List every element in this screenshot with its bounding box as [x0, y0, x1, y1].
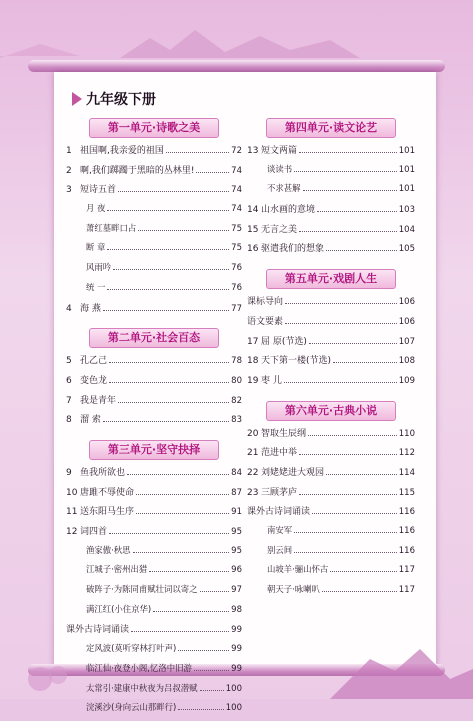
- entry-title: 不求甚解: [267, 183, 301, 194]
- entry-number: 1: [66, 146, 72, 156]
- entry-number: 22: [247, 467, 259, 478]
- leader-dots: [294, 552, 397, 553]
- entry-number: 8: [66, 415, 72, 426]
- leader-dots: [294, 532, 397, 533]
- section-gap: [247, 261, 415, 269]
- toc-entry[interactable]: [247, 353, 415, 373]
- entry-page: 101: [398, 164, 415, 175]
- entry-title: 渔家傲·秋思: [86, 544, 131, 555]
- toc-entry[interactable]: [66, 163, 242, 183]
- entry-page: 98: [231, 604, 242, 615]
- leader-dots: [309, 343, 397, 344]
- entry-number: 7: [66, 395, 72, 406]
- entry-title: 鱼我所欲也: [80, 467, 126, 478]
- toc-entry[interactable]: [247, 445, 415, 465]
- toc-entry[interactable]: [247, 465, 415, 485]
- toc-entry[interactable]: [247, 485, 415, 505]
- entry-page: 82: [231, 395, 242, 406]
- entry-page: 75: [231, 243, 242, 254]
- leader-dots: [285, 323, 397, 324]
- entry-number: 14: [247, 205, 259, 216]
- entry-title: 唐雎不辱使命: [80, 487, 135, 498]
- entry-page: 116: [398, 526, 415, 536]
- left-toc-column: [66, 118, 242, 721]
- entry-page: 99: [231, 644, 242, 655]
- toc-entry[interactable]: [66, 222, 242, 242]
- leader-dots: [178, 709, 223, 710]
- leader-dots: [166, 152, 229, 153]
- entry-title: 课外古诗词诵读: [247, 507, 311, 518]
- entry-title: 词四首: [80, 527, 108, 537]
- toc-entry[interactable]: [247, 241, 415, 261]
- entry-number: 2: [66, 165, 72, 176]
- entry-title: 驱遣我们的想象: [261, 244, 325, 255]
- section-gap: [66, 432, 242, 440]
- entry-number: 21: [247, 448, 259, 459]
- entry-title: 祖国啊,我亲爱的祖国: [80, 146, 164, 156]
- arrow-icon: [72, 92, 82, 106]
- leader-dots: [133, 552, 230, 553]
- entry-number: 23: [247, 487, 259, 498]
- leader-dots: [333, 362, 397, 363]
- toc-entry[interactable]: [66, 202, 242, 222]
- leader-dots: [107, 289, 229, 290]
- toc-entry[interactable]: [66, 485, 242, 505]
- entry-title: 刘姥姥进大观园: [261, 467, 325, 478]
- leader-dots: [194, 670, 229, 671]
- entry-number: 12: [66, 527, 78, 537]
- leader-dots: [113, 269, 229, 270]
- entry-title: 定风波(莫听穿林打叶声): [86, 643, 177, 654]
- entry-page: 106: [398, 297, 415, 308]
- entry-title: 萧红墓畔口占: [86, 222, 137, 233]
- leader-dots: [200, 591, 230, 592]
- entry-page: 101: [398, 146, 415, 156]
- entry-page: 91: [231, 507, 242, 518]
- entry-title: 山坡羊·骊山怀古: [267, 564, 329, 575]
- entry-page: 97: [231, 585, 242, 596]
- entry-title: 月 夜: [86, 203, 106, 214]
- entry-page: 116: [398, 507, 415, 518]
- entry-number: 10: [66, 487, 78, 498]
- unit-heading: 第四单元·读文论艺: [266, 118, 396, 138]
- entry-page: 108: [398, 356, 415, 367]
- entry-page: 110: [398, 428, 415, 439]
- toc-entry[interactable]: [66, 524, 242, 544]
- title-row: [72, 89, 156, 109]
- entry-page: 77: [231, 303, 242, 314]
- toc-entry[interactable]: [66, 544, 242, 564]
- unit-heading: 第二单元·社会百态: [89, 328, 219, 348]
- entry-title: 天下第一楼(节选): [261, 356, 332, 367]
- toc-entry[interactable]: [66, 143, 242, 163]
- entry-title: 风雨吟: [86, 262, 112, 273]
- right-toc-column: [247, 118, 415, 603]
- leader-dots: [299, 494, 397, 495]
- leader-dots: [118, 191, 229, 192]
- entry-number: 16: [247, 244, 259, 255]
- entry-page: 83: [231, 415, 242, 426]
- toc-entry[interactable]: [247, 143, 415, 163]
- toc-entry[interactable]: [247, 426, 415, 446]
- entry-page: 101: [398, 184, 415, 195]
- leader-dots: [200, 690, 224, 691]
- toc-entry[interactable]: [66, 412, 242, 432]
- entry-title: 溜 索: [80, 415, 101, 426]
- entry-number: 3: [66, 185, 72, 196]
- entry-title: 课外古诗词诵读: [66, 625, 130, 636]
- toc-entry[interactable]: [66, 373, 242, 393]
- entry-title: 短诗五首: [80, 185, 117, 196]
- section-gap: [247, 393, 415, 401]
- leader-dots: [109, 382, 229, 383]
- unit-heading: 第三单元·坚守抉择: [89, 440, 219, 460]
- entry-number: 20: [247, 428, 259, 439]
- toc-entry[interactable]: [247, 563, 415, 583]
- leader-dots: [299, 454, 397, 455]
- entry-title: 啊,我们踯躅于黑暗的丛林里!: [80, 165, 195, 176]
- entry-title: 枣 儿: [261, 375, 282, 386]
- entry-page: 78: [231, 356, 242, 367]
- entry-page: 74: [231, 185, 242, 196]
- leader-dots: [284, 382, 397, 383]
- toc-entry[interactable]: [66, 182, 242, 202]
- entry-title: 无言之美: [261, 224, 298, 235]
- entry-page: 99: [231, 625, 242, 636]
- leader-dots: [107, 249, 229, 250]
- entry-title: 断 章: [86, 242, 106, 253]
- toc-entry[interactable]: [66, 603, 242, 623]
- entry-number: 13: [247, 146, 259, 156]
- entry-number: 9: [66, 467, 72, 478]
- entry-number: 4: [66, 303, 72, 314]
- toc-entry[interactable]: [66, 701, 242, 721]
- entry-title: 课标导向: [247, 297, 284, 308]
- entry-title: 统 一: [86, 281, 106, 292]
- top-scroll-rod: [28, 60, 445, 72]
- entry-title: 送东阳马生序: [80, 507, 135, 518]
- entry-page: 107: [398, 336, 415, 347]
- toc-entry[interactable]: [247, 314, 415, 334]
- toc-entry[interactable]: [247, 504, 415, 524]
- entry-page: 96: [231, 565, 242, 576]
- entry-title: 破阵子·为陈同甫赋壮词以寄之: [86, 584, 198, 595]
- page-title: 九年级下册: [86, 92, 156, 108]
- unit-heading: 第五单元·戏剧人生: [266, 269, 396, 289]
- entry-page: 99: [231, 663, 242, 674]
- toc-entry[interactable]: [247, 524, 415, 544]
- leader-dots: [109, 533, 229, 534]
- entry-page: 75: [231, 223, 242, 234]
- entry-title: 满江红(小住京华): [86, 603, 152, 614]
- entry-page: 74: [231, 204, 242, 215]
- entry-number: 18: [247, 356, 259, 367]
- leader-dots: [153, 611, 229, 612]
- toc-entry[interactable]: [66, 353, 242, 373]
- leader-dots: [118, 402, 229, 403]
- leader-dots: [178, 650, 229, 651]
- toc-entry[interactable]: [66, 281, 242, 301]
- entry-title: 别云间: [267, 544, 293, 555]
- entry-page: 104: [398, 224, 415, 235]
- entry-page: 116: [398, 545, 415, 556]
- toc-entry[interactable]: [247, 163, 415, 183]
- leader-dots: [326, 474, 397, 475]
- entry-title: 山水画的意境: [261, 205, 316, 216]
- leader-dots: [107, 210, 229, 211]
- entry-page: 115: [398, 487, 415, 498]
- entry-title: 孔乙己: [80, 356, 108, 367]
- unit-heading: 第一单元·诗歌之美: [89, 118, 219, 138]
- toc-entry[interactable]: [66, 563, 242, 583]
- entry-page: 76: [231, 282, 242, 293]
- toc-entry[interactable]: [247, 222, 415, 242]
- toc-entry[interactable]: [247, 294, 415, 314]
- leader-dots: [109, 362, 229, 363]
- leader-dots: [326, 250, 397, 251]
- leader-dots: [136, 513, 229, 514]
- entry-number: 17: [247, 336, 259, 347]
- entry-title: 短文两篇: [261, 146, 298, 156]
- entry-title: 智取生辰纲: [261, 428, 307, 439]
- entry-title: 朝天子·咏喇叭: [267, 584, 320, 595]
- leader-dots: [103, 310, 229, 311]
- entry-number: 15: [247, 224, 259, 235]
- entry-title: 三顾茅庐: [261, 487, 298, 498]
- leader-dots: [127, 474, 229, 475]
- leader-dots: [299, 152, 397, 153]
- toc-entry[interactable]: [66, 393, 242, 413]
- entry-page: 74: [231, 165, 242, 176]
- entry-title: 我是青年: [80, 395, 117, 406]
- entry-title: 范进中举: [261, 448, 298, 459]
- entry-page: 84: [231, 467, 242, 478]
- toc-entry[interactable]: [66, 301, 242, 321]
- toc-entry[interactable]: [66, 261, 242, 281]
- leader-dots: [299, 231, 397, 232]
- entry-page: 106: [398, 316, 415, 327]
- entry-page: 114: [398, 467, 415, 478]
- entry-number: 19: [247, 375, 259, 386]
- unit-heading: 第六单元·古典小说: [266, 401, 396, 421]
- toc-entry[interactable]: [247, 334, 415, 354]
- toc-entry[interactable]: [247, 544, 415, 564]
- toc-entry[interactable]: [66, 465, 242, 485]
- leader-dots: [138, 230, 229, 231]
- entry-page: 72: [231, 146, 242, 156]
- entry-page: 109: [398, 375, 415, 386]
- entry-number: 11: [66, 507, 78, 518]
- leader-dots: [196, 172, 229, 173]
- toc-entry[interactable]: [247, 182, 415, 202]
- toc-entry[interactable]: [247, 202, 415, 222]
- leader-dots: [312, 513, 397, 514]
- section-gap: [66, 320, 242, 328]
- entry-title: 浣溪沙(身向云山那畔行): [86, 702, 177, 713]
- entry-page: 100: [225, 703, 242, 714]
- entry-page: 87: [231, 487, 242, 498]
- toc-entry[interactable]: [247, 373, 415, 393]
- entry-page: 117: [398, 565, 415, 576]
- toc-entry[interactable]: [66, 241, 242, 261]
- entry-title: 谈读书: [267, 163, 293, 174]
- entry-page: 112: [398, 448, 415, 459]
- leader-dots: [303, 190, 397, 191]
- leader-dots: [317, 211, 397, 212]
- leader-dots: [149, 571, 229, 572]
- leader-dots: [294, 171, 397, 172]
- entry-page: 76: [231, 263, 242, 274]
- entry-title: 临江仙·夜登小阁,忆洛中旧游: [86, 662, 192, 673]
- entry-page: 117: [398, 585, 415, 596]
- leader-dots: [103, 421, 229, 422]
- leader-dots: [136, 494, 229, 495]
- leader-dots: [330, 571, 396, 572]
- leader-dots: [322, 591, 397, 592]
- entry-title: 海 燕: [80, 303, 101, 314]
- toc-entry[interactable]: [66, 642, 242, 662]
- toc-entry[interactable]: [66, 583, 242, 603]
- entry-title: 语文要素: [247, 316, 284, 327]
- entry-number: 5: [66, 356, 72, 367]
- toc-entry[interactable]: [66, 682, 242, 702]
- entry-page: 95: [231, 527, 242, 537]
- entry-page: 103: [398, 205, 415, 216]
- entry-page: 100: [225, 683, 242, 694]
- entry-page: 95: [231, 545, 242, 556]
- leader-dots: [308, 435, 397, 436]
- entry-title: 屈 原(节选): [261, 336, 307, 347]
- entry-page: 80: [231, 375, 242, 386]
- entry-title: 南安军: [267, 525, 293, 535]
- toc-entry[interactable]: [66, 662, 242, 682]
- entry-title: 变色龙: [80, 375, 108, 386]
- toc-entry[interactable]: [66, 622, 242, 642]
- toc-entry[interactable]: [66, 504, 242, 524]
- entry-page: 105: [398, 244, 415, 255]
- entry-title: 太常引·建康中秋夜为吕叔潜赋: [86, 682, 198, 693]
- leader-dots: [131, 631, 229, 632]
- entry-number: 6: [66, 375, 72, 386]
- leader-dots: [285, 303, 397, 304]
- toc-entry[interactable]: [247, 583, 415, 603]
- entry-title: 江城子·密州出猎: [86, 564, 148, 575]
